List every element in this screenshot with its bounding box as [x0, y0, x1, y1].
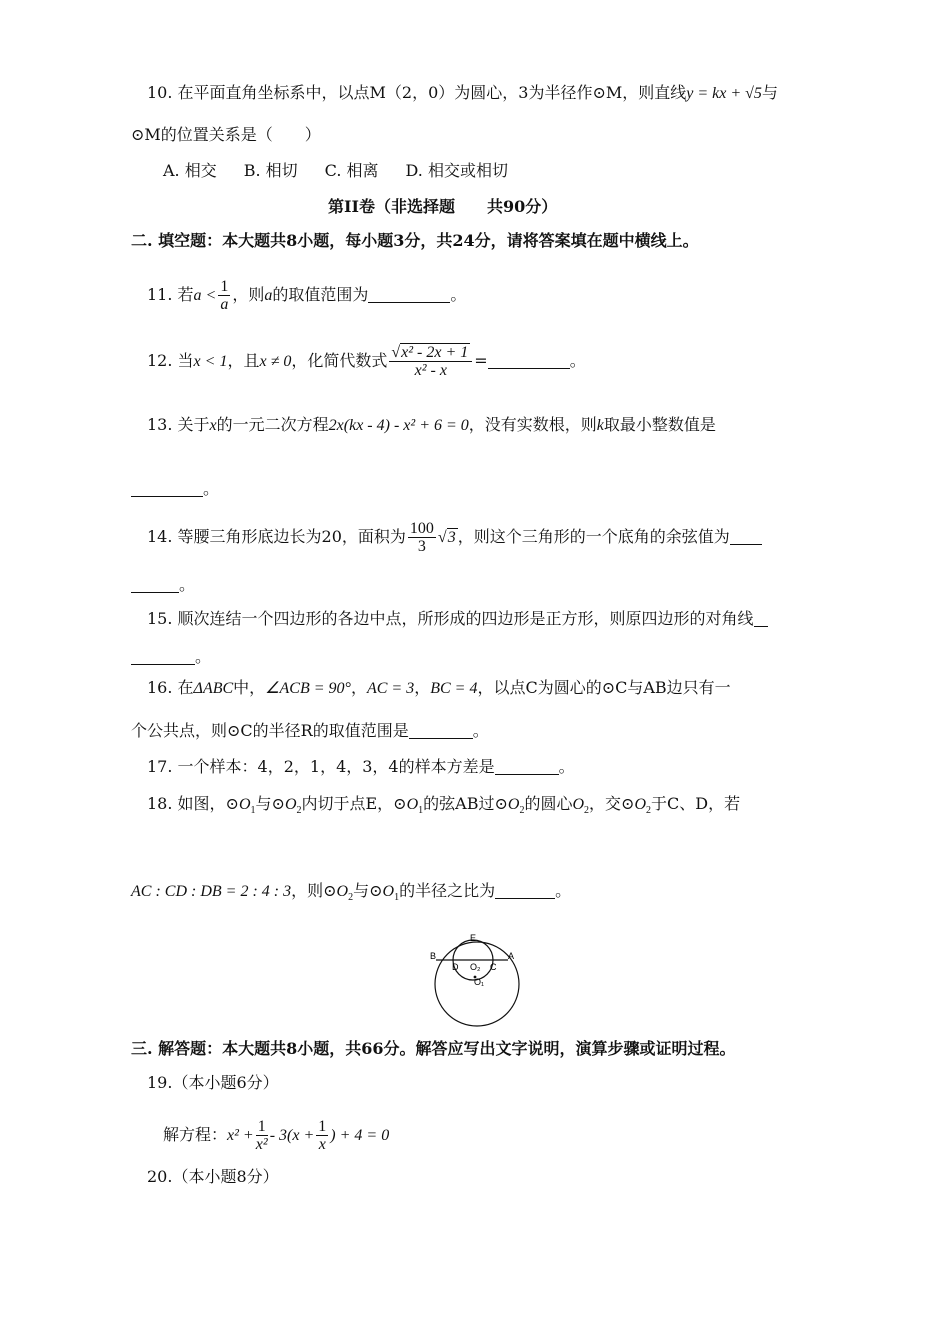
- q10-formula: y = kx + √5: [686, 85, 762, 102]
- label-e: E: [470, 933, 477, 943]
- label-b: B: [430, 951, 437, 961]
- answer-blank-12: [488, 352, 570, 369]
- answer-blank-17: [495, 758, 559, 775]
- q19-equation: 解方程：x² + $\frac{1}{\text{x²}}$ - 3(x + $\frac{1}{x}$ ) + 4 = 0: [163, 1118, 390, 1153]
- q17: 17. 一个样本：4，2，1，4，3，4的样本方差是 。: [147, 757, 575, 776]
- answer-blank-11: [368, 286, 450, 303]
- label-d: D: [452, 962, 459, 972]
- answer-blank-13: [131, 480, 203, 497]
- q13-line2: 。: [131, 478, 219, 500]
- section2-heading: 二. 填空题：本大题共8小题，每小题3分，共24分，请将答案填在题中横线上。: [131, 231, 699, 250]
- q14-line1: 14. 等腰三角形底边长为20，面积为 $\frac{100}{3}$ √3 ，则这个三角形的一个底角的余弦值为: [147, 520, 762, 555]
- label-c: C: [490, 962, 497, 972]
- q20-title: 20.（本小题8分）: [147, 1167, 279, 1186]
- q18-line1: 18. 如图，$⊙O_1$与$⊙O_2$内切于点E，$⊙O_1$的弦AB过$⊙O_2$的圆心$O_2$，交$⊙O_2$于C、D，若: [147, 794, 741, 816]
- answer-blank-14: [131, 576, 179, 593]
- option-b: B. 相切: [243, 161, 298, 180]
- part2-title: 第II卷（非选择题 共90分）: [328, 197, 558, 216]
- q14-line2: 。: [131, 574, 195, 596]
- option-c: C. 相离: [324, 161, 379, 180]
- q13-line1: 13. 关于x的一元二次方程2x(kx - 4) - x² + 6 = 0，没有实数根，则k取最小整数值是: [147, 415, 716, 434]
- q15-line2: 。: [131, 646, 211, 668]
- answer-blank-18: [495, 882, 555, 899]
- q11: 11. 若a < $\frac{1}{a}$ ，则a的取值范围为 。: [147, 278, 467, 313]
- q16-line1: 16. 在ΔABC中，∠ACB = 90°，AC = 3，BC = 4，以点C为圆心的⊙C与AB边只有一: [147, 678, 731, 697]
- q15-line1: 15. 顺次连结一个四边形的各边中点，所形成的四边形是正方形，则原四边形的对角线: [147, 608, 768, 630]
- section3-heading: 三. 解答题：本大题共8小题，共66分。解答应写出文字说明，演算步骤或证明过程。: [131, 1039, 736, 1058]
- label-a: A: [508, 951, 515, 961]
- q16-line2: 个公共点，则⊙C的半径R的取值范围是 。: [131, 721, 489, 740]
- q10-line2: ⊙M的位置关系是（ ）: [131, 125, 321, 144]
- circles-figure: [430, 932, 525, 1028]
- label-o2: O₂: [470, 962, 481, 972]
- q12: 12. 当x < 1，且x ≠ 0，化简代数式 $\frac{\text{√x² - 2x + 1}}{\text{x² - x}}$ = 。: [147, 344, 586, 379]
- label-o1: O₁: [474, 977, 485, 987]
- q10-options: [163, 160, 508, 182]
- q18-line2: AC : CD : DB = 2 : 4 : 3，则$⊙O_2$与$⊙O_1$的半径之比为 。: [131, 881, 572, 903]
- option-a: A. 相交: [163, 161, 217, 180]
- q10-line1: 10. 在平面直角坐标系中，以点M（2，0）为圆心，3为半径作⊙M，则直线y = kx + √5与: [147, 83, 778, 102]
- q19-title: 19.（本小题6分）: [147, 1073, 279, 1092]
- answer-blank-16: [409, 722, 473, 739]
- answer-blank-15: [131, 648, 195, 665]
- option-d: D. 相交或相切: [405, 161, 508, 180]
